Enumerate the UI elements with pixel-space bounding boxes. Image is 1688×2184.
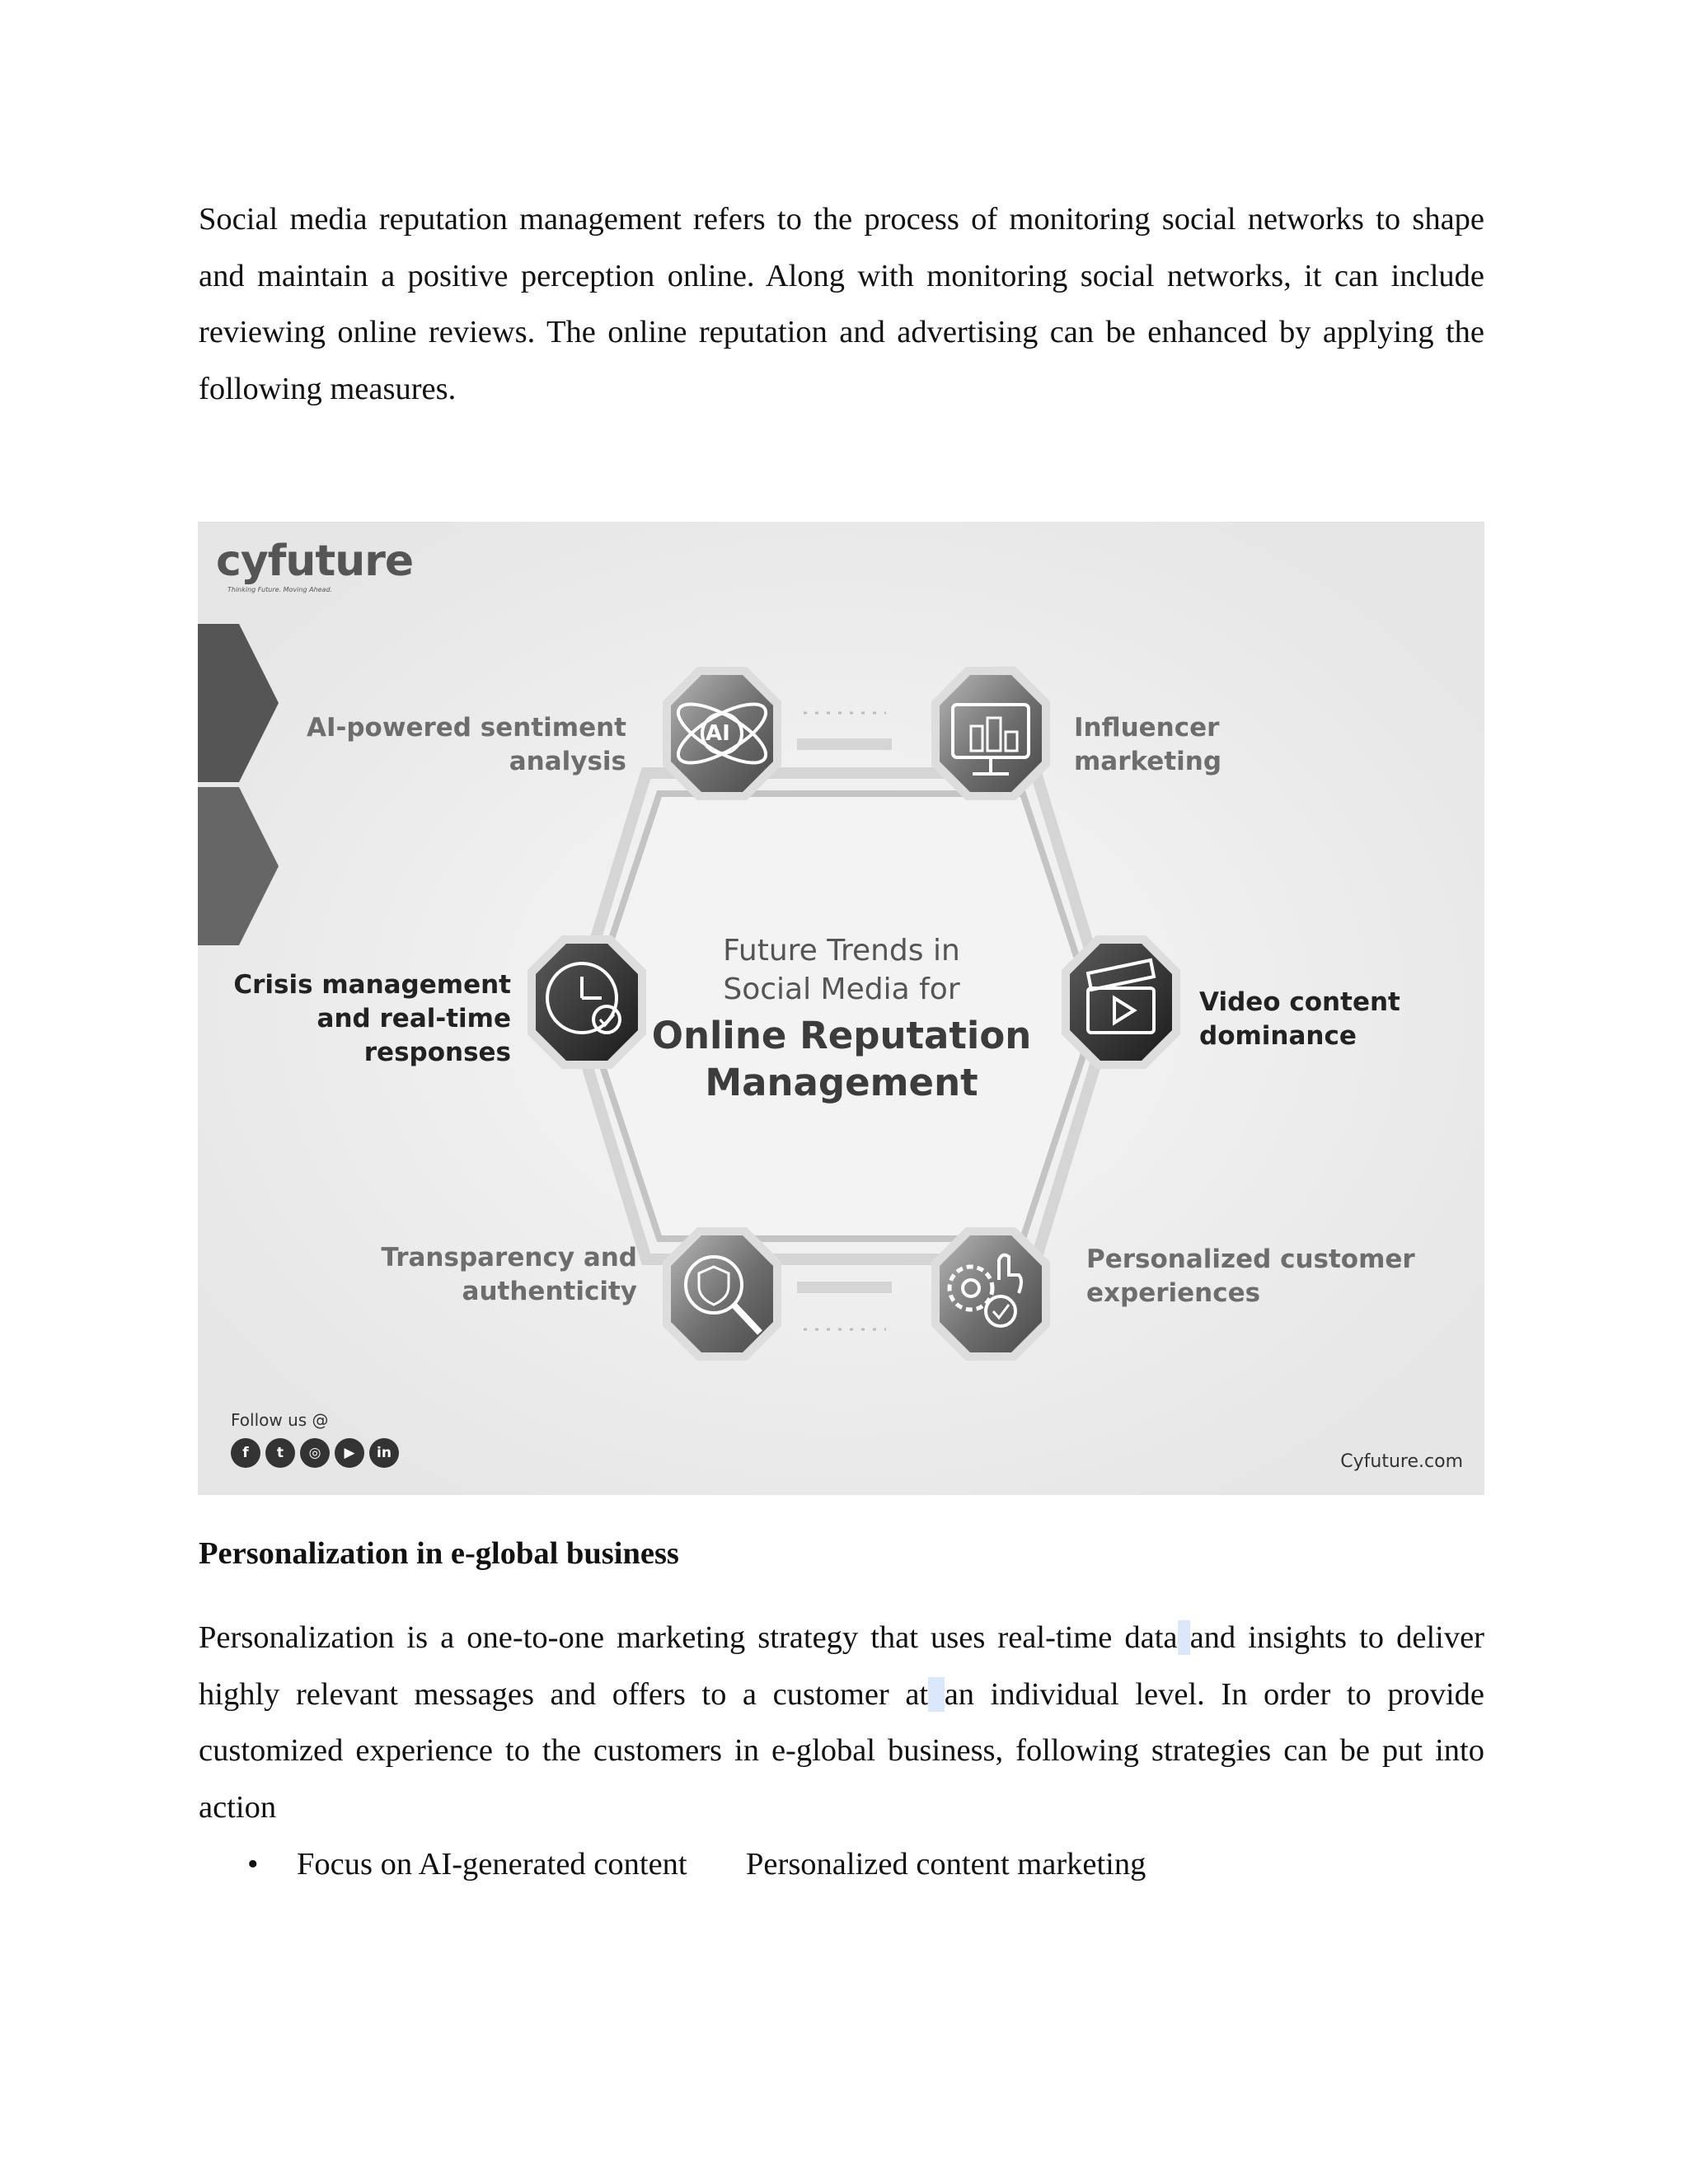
- text-cursor-highlight-2: [928, 1677, 945, 1712]
- cyfuture-logo: cyfuture: [216, 537, 414, 586]
- bullet-list-item: [247, 1840, 1146, 2087]
- follow-us-label: Follow us @: [231, 1410, 329, 1430]
- center-title-line4: Management: [705, 1061, 978, 1104]
- video-octagon: [1062, 935, 1180, 1069]
- personalized-line2: experiences: [1086, 1278, 1261, 1308]
- video-line1: Video content: [1199, 987, 1400, 1017]
- crisis-line3: responses: [363, 1038, 511, 1067]
- transparency-line1: Transparency and: [381, 1243, 637, 1272]
- paragraph-part1: Personalization is a one-to-one marketing strategy that uses real-time data: [199, 1620, 1178, 1655]
- video-line2: dominance: [1199, 1021, 1357, 1051]
- influencer-octagon: [931, 667, 1050, 800]
- paragraph-part3: an individual level. In order to provide customized experience to the customers in e-global business, following strategies can be put into action: [199, 1676, 1484, 1825]
- ai-badge: AI: [706, 721, 730, 746]
- youtube-icon[interactable]: ▶: [335, 1438, 364, 1468]
- website-label: Cyfuture.com: [1340, 1451, 1463, 1472]
- ai-sentiment-label: [247, 711, 626, 779]
- ai-sentiment-line2: analysis: [509, 747, 626, 776]
- paragraph-part2: and insights to deliver highly relevant messages and offers to a customer at: [199, 1620, 1484, 1712]
- twitter-icon[interactable]: t: [265, 1438, 295, 1468]
- bullet-item-1: Focus on AI-generated content: [297, 1847, 687, 1882]
- infographic: [198, 522, 1484, 1495]
- center-title-line1: Future Trends in: [723, 934, 960, 968]
- facebook-icon[interactable]: f: [231, 1438, 260, 1468]
- personalized-line1: Personalized customer: [1086, 1244, 1415, 1274]
- personalization-paragraph: [199, 1610, 1484, 1835]
- instagram-icon[interactable]: ◎: [300, 1438, 330, 1468]
- section-heading: Personalization in e-global business: [199, 1536, 679, 1571]
- ai-sentiment-line1: AI-powered sentiment: [306, 713, 626, 743]
- center-title-line2: Social Media for: [723, 972, 960, 1006]
- crisis-octagon: [528, 935, 646, 1069]
- video-label: [1199, 986, 1471, 1053]
- center-title-line3: Online Reputation: [651, 1014, 1032, 1057]
- bullet-item-2: Personalized content marketing: [746, 1847, 1146, 1882]
- crisis-label: [206, 968, 511, 1070]
- bullet-symbol: •: [247, 1847, 259, 1882]
- influencer-line1: Influencer: [1074, 713, 1220, 743]
- personalized-label: [1086, 1243, 1465, 1310]
- crisis-line1: Crisis management: [233, 970, 511, 1000]
- intro-paragraph: Social media reputation management refers to the process of monitoring social networks to shape and maintain a positive perception online. Along with monitoring social networks, it can include reviewing online reviews. The online reputation and advertising can be enhanced by applying the following measures.: [199, 202, 1484, 406]
- influencer-line2: marketing: [1074, 747, 1222, 776]
- text-cursor-highlight: [1178, 1620, 1190, 1655]
- transparency-octagon: [663, 1227, 781, 1361]
- linkedin-icon[interactable]: in: [369, 1438, 399, 1468]
- transparency-line2: authenticity: [462, 1277, 637, 1306]
- transparency-label: [280, 1241, 637, 1309]
- crisis-line2: and real-time: [316, 1004, 511, 1033]
- influencer-label: [1074, 711, 1404, 779]
- personalized-octagon: [931, 1227, 1050, 1361]
- logo-tagline: Thinking Future. Moving Ahead.: [227, 586, 333, 593]
